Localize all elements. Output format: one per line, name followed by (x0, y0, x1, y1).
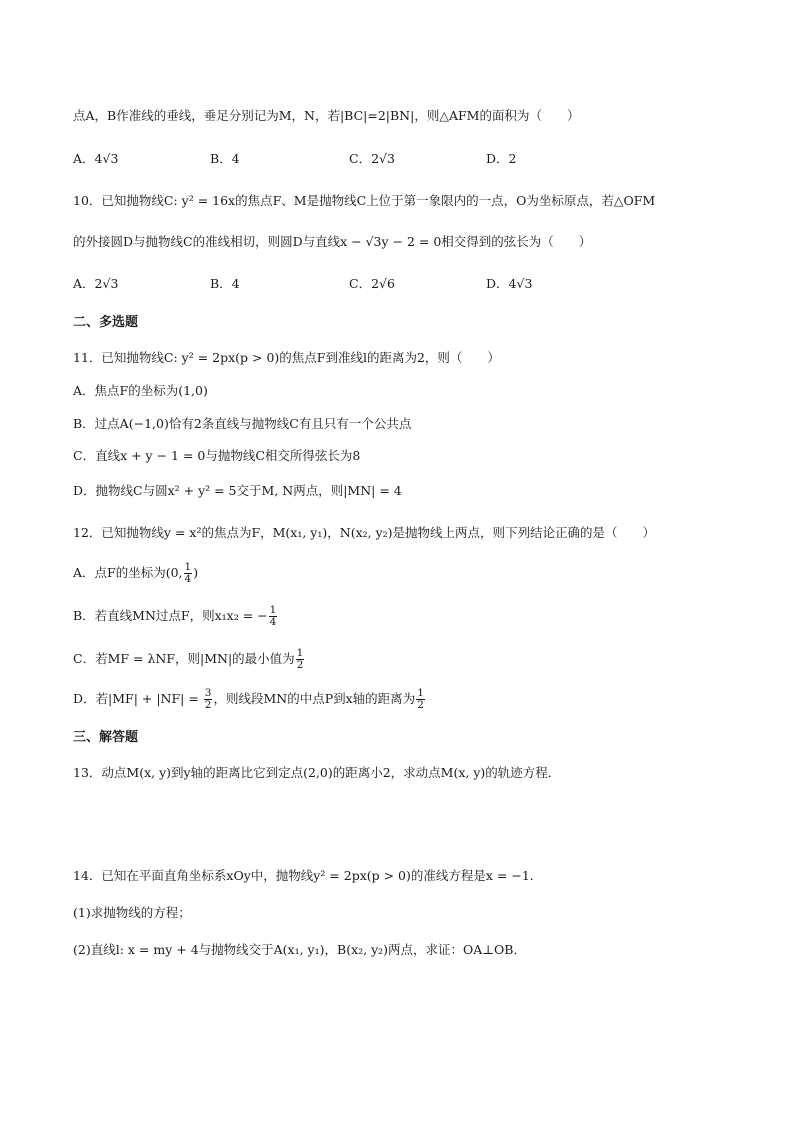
q11-option-b: B．过点A(−1,0)恰有2条直线与抛物线C有且只有一个公共点 (73, 416, 412, 431)
q12-option-b-text: B．若直线MN过点F，则x₁x₂ = − (73, 608, 268, 623)
fraction-denominator: 2 (296, 659, 304, 671)
section-heading-multiple-choice: 二、多选题 (73, 315, 139, 330)
fraction-numerator: 3 (204, 687, 212, 699)
q12-option-d-text: D．若|MF| + |NF| = (73, 691, 203, 706)
q9-option-b: B．4 (210, 151, 240, 166)
q12-option-c-text: C．若MF = λNF，则|MN|的最小值为 (73, 651, 295, 666)
q13-stem: 13．动点M(x, y)到y轴的距离比它到定点(2,0)的距离小2，求动点M(x, y)的轨迹方程． (73, 765, 561, 780)
q11-option-a: A．焦点F的坐标为(1,0) (73, 383, 208, 398)
fraction-denominator: 4 (184, 573, 192, 585)
q9-option-a: A．4√3 (73, 151, 119, 166)
q14-part2: (2)直线l: x = my + 4与抛物线交于A(x₁, y₁)，B(x₂, y₂)两点，求证：OA⊥OB． (73, 942, 526, 957)
q12-option-a-open: (0, (165, 565, 183, 580)
q12-option-d-middle: ，则线段MN的中点P到x轴的距离为 (213, 691, 416, 706)
q12-option-d-fraction-2 (416, 688, 425, 711)
q10-option-b: B．4 (210, 276, 240, 291)
fraction-numerator: 1 (417, 687, 424, 699)
q12-option-b (73, 605, 278, 628)
q12-option-d (73, 688, 426, 711)
q11-option-d: D．抛物线C与圆x² + y² = 5交于M, N两点，则|MN| = 4 (73, 483, 402, 498)
q10-line2: 的外接圆D与抛物线C的准线相切，则圆D与直线x − √3y − 2 = 0相交得到的弦长为（ ） (73, 234, 592, 249)
q12-option-a-close: ) (193, 565, 199, 580)
fraction-denominator: 4 (269, 616, 277, 628)
fraction-numerator: 1 (269, 604, 277, 616)
q12-option-c-fraction (296, 648, 305, 671)
q10-option-a: A．2√3 (73, 276, 119, 291)
fraction-denominator: 2 (204, 699, 212, 711)
section-heading-answers: 三、解答题 (73, 730, 139, 745)
q12-option-a (73, 562, 198, 585)
q12-option-a-fraction (184, 562, 193, 585)
q12-option-d-fraction-1 (204, 688, 213, 711)
q9-continuation: 点A，B作准线的垂线，垂足分别记为M，N，若|BC|=2|BN|，则△AFM的面积为（ ） (73, 108, 580, 123)
q9-option-d: D．2 (486, 151, 517, 166)
fraction-denominator: 2 (417, 699, 424, 711)
q12-option-a-text: A．点F的坐标为 (73, 565, 166, 580)
q14-stem: 14．已知在平面直角坐标系xOy中，抛物线y² = 2px(p > 0)的准线方程是x = −1． (73, 868, 543, 883)
q12-option-b-fraction (269, 605, 278, 628)
q10-line1: 10．已知抛物线C: y² = 16x的焦点F、M是抛物线C上位于第一象限内的一点，O为坐标原点，若△OFM (73, 193, 656, 208)
q12-stem: 12．已知抛物线y = x²的焦点为F，M(x₁, y₁)，N(x₂, y₂)是抛物线上两点，则下列结论正确的是（ ） (73, 525, 656, 540)
fraction-numerator: 1 (184, 561, 192, 573)
q9-option-c: C．2√3 (349, 151, 395, 166)
q11-stem: 11．已知抛物线C: y² = 2px(p > 0)的焦点F到准线l的距离为2，则（ ） (73, 350, 500, 365)
q10-option-c: C．2√6 (349, 276, 395, 291)
q10-option-d: D．4√3 (486, 276, 533, 291)
fraction-numerator: 1 (296, 647, 304, 659)
q11-option-c: C．直线x + y − 1 = 0与抛物线C相交所得弦长为8 (73, 448, 361, 463)
q12-option-c (73, 648, 305, 671)
q14-part1: (1)求抛物线的方程； (73, 905, 191, 920)
